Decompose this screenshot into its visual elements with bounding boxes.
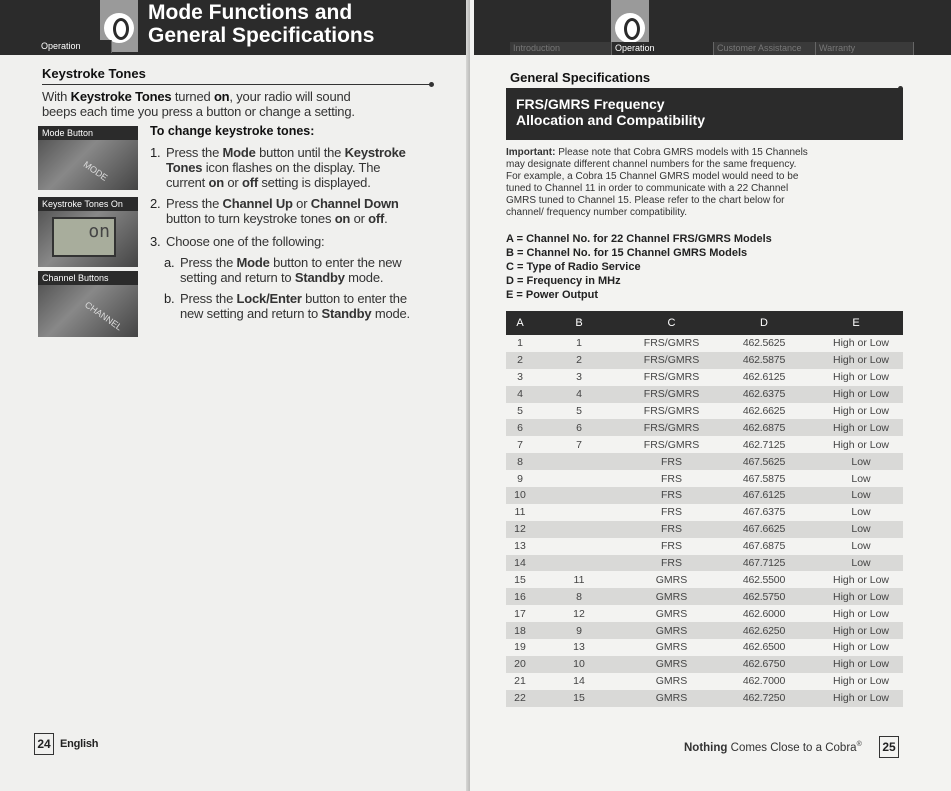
table-cell: GMRS <box>624 656 719 673</box>
table-row <box>506 673 903 690</box>
left-page: Mode Functions and General Specifications Operation Keystroke Tones With Keystroke Tones turned on, your radio will sound beeps each time you press a button or change a setting. Mode Button MODE Keystroke Tones On on Channel Buttons CHANNEL To change keystroke tones: 1. Press the Mode button until the Keystroke Tones icon flashes on the display. The current on or off setting is displayed. 2. Press the Channel Up or Channel Down button to turn keystroke tones on or off. 3. Choose one of the following: a. Press the Mode button to enter the new setting and return to Standby mode. b. Press the Lock/Enter button to enter the new setting and return to Standby mode. 24 English <box>0 0 470 791</box>
photo-label-mode-button: Mode Button <box>38 126 138 140</box>
table-cell: 462.6000 <box>742 607 786 620</box>
table-cell: 10 <box>534 656 624 673</box>
table-cell: 14 <box>573 675 585 688</box>
table-cell: 467.5875 <box>742 472 786 485</box>
table-cell: 467.5625 <box>719 453 809 470</box>
right-header-bar <box>474 0 951 55</box>
table-cell: High or Low <box>809 419 903 436</box>
table-row <box>506 622 903 639</box>
table-cell: 462.5875 <box>719 352 809 369</box>
table-cell: 12 <box>573 607 585 620</box>
table-cell: Low <box>809 487 903 504</box>
table-cell: High or Low <box>832 405 890 417</box>
table-cell <box>534 538 624 555</box>
table-cell: High or Low <box>809 588 903 605</box>
table-cell: 6 <box>534 419 624 436</box>
lcd-display-photo <box>38 211 138 267</box>
table-cell: 462.5625 <box>742 337 786 350</box>
table-cell: 20 <box>506 656 534 673</box>
table-cell: 13 <box>514 540 526 553</box>
table-cell: High or Low <box>809 622 903 639</box>
table-cell: Low <box>809 521 903 538</box>
table-cell: 462.6500 <box>742 641 786 654</box>
tab-warranty[interactable]: Warranty <box>816 42 914 55</box>
table-row <box>506 605 903 622</box>
table-cell: 5 <box>517 405 523 417</box>
table-cell: 13 <box>573 641 585 654</box>
table-cell: 462.5750 <box>719 588 809 605</box>
table-row <box>506 403 903 420</box>
right-page <box>470 0 951 791</box>
table-cell: 462.7000 <box>742 675 786 688</box>
section-title-general-specifications: General Specifications <box>510 70 651 85</box>
table-header-row <box>506 311 903 335</box>
table-row <box>506 504 903 521</box>
legend-d: D = Frequency in MHz <box>506 275 621 287</box>
table-cell: 462.6625 <box>742 405 786 417</box>
table-cell: 3 <box>517 371 523 384</box>
table-cell: Low <box>851 506 871 519</box>
table-cell: Low <box>851 540 871 553</box>
table-cell: High or Low <box>832 438 890 451</box>
table-cell: GMRS <box>655 573 688 586</box>
photo-label-channel-buttons: Channel Buttons <box>38 271 138 285</box>
table-cell: FRS <box>661 472 682 485</box>
left-header-bar <box>0 0 466 55</box>
table-cell: 467.7125 <box>719 555 809 572</box>
frequency-table <box>506 311 903 707</box>
table-cell: 462.7125 <box>742 438 786 451</box>
table-cell <box>534 555 624 572</box>
table-cell: 18 <box>506 622 534 639</box>
table-cell: 462.7250 <box>719 690 809 707</box>
table-cell: FRS/GMRS <box>643 337 700 350</box>
table-cell <box>534 470 624 487</box>
table-cell: GMRS <box>655 641 688 654</box>
table-cell: 4 <box>534 386 624 403</box>
table-row <box>506 453 903 470</box>
legend-b: B = Channel No. for 15 Channel GMRS Models <box>506 247 748 259</box>
table-cell: 9 <box>517 472 523 485</box>
table-row <box>506 656 903 673</box>
tab-operation[interactable]: Operation <box>38 40 112 53</box>
table-cell: High or Low <box>832 371 890 384</box>
table-cell: FRS <box>624 487 719 504</box>
table-cell: 2 <box>506 352 534 369</box>
table-cell: 19 <box>514 641 526 654</box>
intro-paragraph: With Keystroke Tones turned on, your radio will sound beeps each time you press a button or change a setting. <box>42 89 355 119</box>
table-cell: FRS/GMRS <box>624 419 719 436</box>
table-cell: 462.6375 <box>719 386 809 403</box>
table-row <box>506 639 903 656</box>
legend-a: A = Channel No. for 22 Channel FRS/GMRS Models <box>506 233 772 245</box>
tab-introduction[interactable]: Introduction <box>510 42 612 55</box>
table-cell: FRS/GMRS <box>643 371 700 384</box>
table-cell: 467.6875 <box>742 540 786 553</box>
header-c: C <box>624 311 719 335</box>
table-cell: 11 <box>573 573 585 586</box>
table-cell: 7 <box>517 438 523 451</box>
table-cell: 462.6750 <box>719 656 809 673</box>
page-number-right: 25 <box>879 736 899 758</box>
header-d: D <box>719 311 809 335</box>
table-row <box>506 369 903 386</box>
table-row <box>506 555 903 572</box>
table-cell: High or Low <box>809 352 903 369</box>
table-row <box>506 538 903 555</box>
channel-buttons-photo: CHANNEL <box>38 285 138 337</box>
table-cell: Low <box>809 555 903 572</box>
table-cell: 467.6375 <box>742 506 786 519</box>
table-cell: 462.6250 <box>719 622 809 639</box>
table-cell: 1 <box>576 337 582 350</box>
table-cell: 5 <box>576 405 582 417</box>
table-row <box>506 487 903 504</box>
table-cell: 3 <box>576 371 582 384</box>
table-cell: 14 <box>506 555 534 572</box>
table-row <box>506 335 903 352</box>
table-cell: 17 <box>514 607 526 620</box>
table-cell: High or Low <box>809 656 903 673</box>
tab-operation[interactable]: Operation <box>612 42 714 55</box>
important-note: Important: Please note that Cobra GMRS models with 15 Channels may designate different channel numbers for the same frequency. For example, a Cobra 15 Channel GMRS model would need to be tuned to Channel 11 in order to communicate with a 22 Channel GMRS tuned to Channel 15. Please refer to the chart below for channel/ frequency number compatibility. <box>506 147 808 218</box>
table-cell: 467.6125 <box>719 487 809 504</box>
table-cell: 9 <box>534 622 624 639</box>
table-cell: 21 <box>514 675 526 688</box>
table-row <box>506 588 903 605</box>
table-cell <box>534 521 624 538</box>
table-cell: High or Low <box>809 690 903 707</box>
table-cell: High or Low <box>809 386 903 403</box>
table-cell: FRS/GMRS <box>643 405 700 417</box>
section-rule <box>42 84 432 85</box>
table-cell <box>534 487 624 504</box>
table-cell: 11 <box>514 506 526 519</box>
page-number-left: 24 <box>34 733 54 755</box>
table-cell: Low <box>851 472 871 485</box>
table-cell: FRS <box>624 453 719 470</box>
table-cell: GMRS <box>655 675 688 688</box>
table-row <box>506 419 903 436</box>
header-e: E <box>809 311 903 335</box>
section-title-keystroke-tones: Keystroke Tones <box>42 66 146 81</box>
table-cell: FRS <box>624 555 719 572</box>
frequency-banner: FRS/GMRS Frequency Allocation and Compatibility <box>506 88 903 140</box>
table-cell: High or Low <box>832 607 890 620</box>
tab-customer-assistance[interactable]: Customer Assistance <box>714 42 816 55</box>
table-cell: 15 <box>534 690 624 707</box>
table-cell: 10 <box>506 487 534 504</box>
table-row <box>506 521 903 538</box>
table-cell: 1 <box>517 337 523 350</box>
table-cell: FRS/GMRS <box>624 352 719 369</box>
table-cell: GMRS <box>624 690 719 707</box>
table-cell: 16 <box>506 588 534 605</box>
header-a: A <box>506 311 534 335</box>
table-cell: High or Low <box>832 337 890 350</box>
header-b: B <box>534 311 624 335</box>
howto-title: To change keystroke tones: <box>150 124 315 138</box>
table-cell: 4 <box>506 386 534 403</box>
table-row <box>506 436 903 453</box>
table-cell <box>534 453 624 470</box>
table-cell: GMRS <box>655 607 688 620</box>
table-cell: FRS/GMRS <box>643 438 700 451</box>
table-cell: High or Low <box>832 573 890 586</box>
table-cell: 2 <box>534 352 624 369</box>
table-row <box>506 386 903 403</box>
table-cell: 8 <box>506 453 534 470</box>
table-cell: 467.6625 <box>719 521 809 538</box>
table-cell: FRS <box>661 540 682 553</box>
page-title: Mode Functions and General Specifications <box>148 1 375 47</box>
table-cell: 462.6125 <box>742 371 786 384</box>
table-cell: GMRS <box>624 622 719 639</box>
lcd-icon: on <box>52 217 116 257</box>
footer-tagline: Nothing Comes Close to a Cobra® <box>684 741 862 754</box>
footer-language: English <box>60 738 99 750</box>
legend-c: C = Type of Radio Service <box>506 261 641 273</box>
table-row <box>506 352 903 369</box>
table-row <box>506 571 903 588</box>
mode-button-photo: MODE <box>38 140 138 190</box>
table-cell: 12 <box>506 521 534 538</box>
table-cell: High or Low <box>832 675 890 688</box>
table-row <box>506 470 903 487</box>
table-cell <box>534 504 624 521</box>
photo-label-keystroke-tones-on: Keystroke Tones On <box>38 197 138 211</box>
table-cell: 8 <box>534 588 624 605</box>
table-cell: GMRS <box>624 588 719 605</box>
table-cell: FRS <box>661 506 682 519</box>
table-cell: FRS/GMRS <box>624 386 719 403</box>
legend-e: E = Power Output <box>506 289 598 301</box>
table-cell: 462.5500 <box>742 573 786 586</box>
table-cell: High or Low <box>832 641 890 654</box>
table-cell: Low <box>809 453 903 470</box>
table-cell: 15 <box>514 573 526 586</box>
table-cell: 7 <box>576 438 582 451</box>
table-cell: 22 <box>506 690 534 707</box>
table-cell: FRS <box>624 521 719 538</box>
table-cell: 6 <box>506 419 534 436</box>
table-row <box>506 690 903 707</box>
table-cell: 462.6875 <box>719 419 809 436</box>
